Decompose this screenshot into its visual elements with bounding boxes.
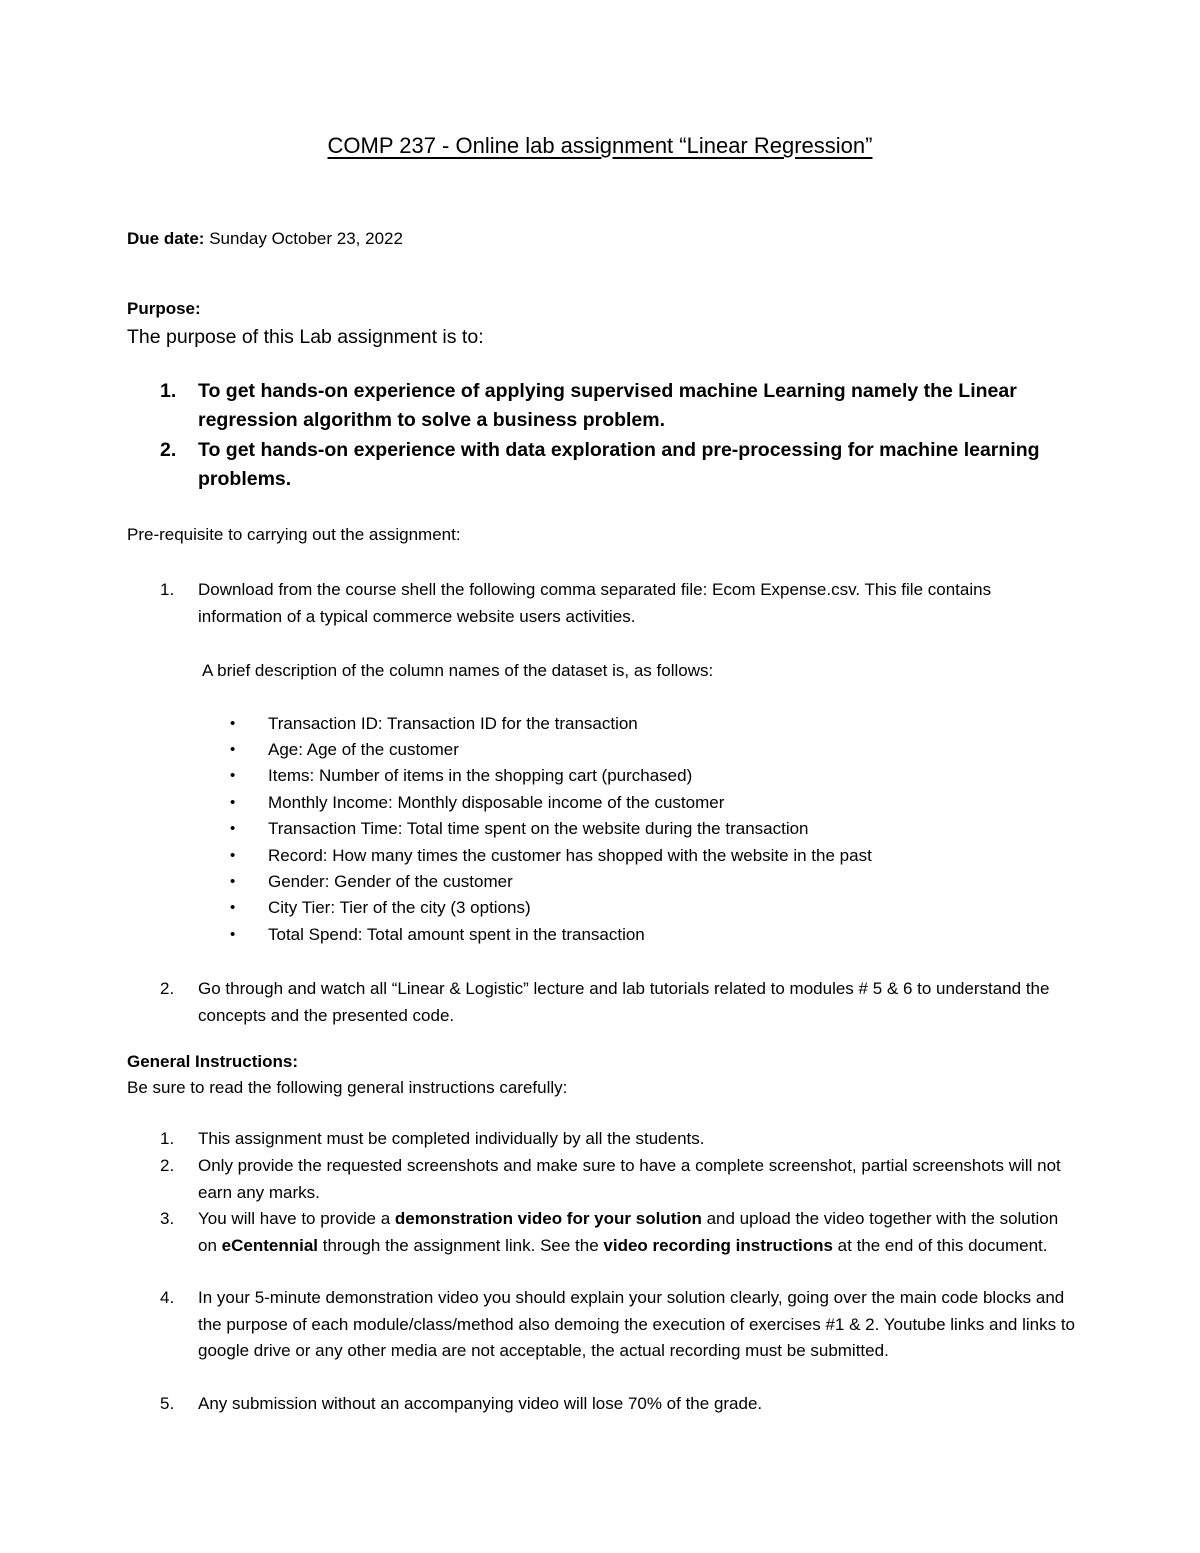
text-run: You will have to provide a bbox=[198, 1209, 395, 1228]
bullet: • bbox=[230, 873, 236, 890]
general-instructions-heading: General Instructions: bbox=[127, 1052, 298, 1071]
list-text bbox=[198, 1206, 1078, 1259]
text-run: at the end of this document. bbox=[832, 1235, 1048, 1255]
text-run-bold: demonstration video for your solution bbox=[394, 1209, 702, 1228]
column-text: City Tier: Tier of the city (3 options) bbox=[268, 898, 531, 917]
due-date-value: Sunday October 23, 2022 bbox=[204, 229, 403, 248]
column-text: Transaction Time: Total time spent on the website during the transaction bbox=[268, 819, 809, 838]
purpose-label: Purpose: bbox=[127, 299, 201, 318]
due-date-line bbox=[127, 226, 403, 252]
prereq-heading: Pre-requisite to carrying out the assignment: bbox=[127, 525, 461, 544]
list-number: 1. bbox=[160, 580, 175, 599]
list-number: 2. bbox=[160, 979, 175, 998]
general-instructions-intro: Be sure to read the following general instructions carefully: bbox=[127, 1078, 568, 1097]
bullet: • bbox=[230, 820, 236, 837]
column-text: Gender: Gender of the customer bbox=[268, 872, 513, 891]
bullet: • bbox=[230, 715, 236, 732]
document-title: COMP 237 - Online lab assignment “Linear Regression” bbox=[327, 133, 873, 158]
list-number: 2. bbox=[160, 1156, 175, 1175]
bullet: • bbox=[230, 767, 236, 784]
list-text: Download from the course shell the following comma separated file: Ecom Expense.csv. This file contains information of a typical commerce website users activities. bbox=[198, 580, 992, 626]
list-text: To get hands-on experience with data exploration and pre-processing for machine learning problems. bbox=[198, 439, 1040, 490]
text-run-bold: video recording instructions bbox=[603, 1235, 833, 1255]
bullet: • bbox=[230, 899, 236, 916]
text-run-bold: eCentennial bbox=[221, 1235, 318, 1255]
bullet: • bbox=[230, 847, 236, 864]
text-run: and upload the video together with the solution on bbox=[198, 1209, 1059, 1255]
list-number: 3. bbox=[160, 1209, 175, 1228]
list-text: Only provide the requested screenshots and make sure to have a complete screenshot, partial screenshots will not earn any marks. bbox=[198, 1156, 1061, 1202]
list-text: Any submission without an accompanying video will lose 70% of the grade. bbox=[198, 1394, 763, 1413]
column-text: Total Spend: Total amount spent in the transaction bbox=[268, 925, 645, 944]
due-date-label: Due date: bbox=[127, 229, 205, 248]
column-text: Record: How many times the customer has shopped with the website in the past bbox=[268, 846, 872, 865]
bullet: • bbox=[230, 741, 236, 758]
list-text: This assignment must be completed individually by all the students. bbox=[198, 1129, 705, 1148]
list-number: 2. bbox=[160, 439, 177, 461]
column-text: Items: Number of items in the shopping cart (purchased) bbox=[268, 766, 693, 785]
list-text: To get hands-on experience of applying supervised machine Learning namely the Linear regression algorithm to solve a business problem. bbox=[198, 380, 1017, 431]
column-text: Monthly Income: Monthly disposable income of the customer bbox=[268, 793, 725, 812]
text-run: through the assignment link. See the bbox=[318, 1235, 604, 1255]
bullet: • bbox=[230, 926, 236, 943]
list-number: 5. bbox=[160, 1394, 175, 1413]
list-number: 1. bbox=[160, 1129, 175, 1148]
list-text: Go through and watch all “Linear & Logistic” lecture and lab tutorials related to modules # 5 & 6 to understand the concepts and the presented code. bbox=[198, 979, 1050, 1025]
list-text: In your 5-minute demonstration video you should explain your solution clearly, going over the main code blocks and the purpose of each module/class/method also demoing the execution of exercises #1 & 2. Youtube links and links to google drive or any other media are not acceptable, the actual recording must be submitted. bbox=[198, 1288, 1075, 1360]
purpose-intro: The purpose of this Lab assignment is to: bbox=[127, 326, 484, 348]
column-text: Age: Age of the customer bbox=[268, 740, 459, 759]
bullet: • bbox=[230, 794, 236, 811]
column-description-intro: A brief description of the column names of the dataset is, as follows: bbox=[202, 661, 714, 680]
list-number: 4. bbox=[160, 1288, 175, 1307]
list-number: 1. bbox=[160, 380, 177, 402]
column-text: Transaction ID: Transaction ID for the transaction bbox=[268, 714, 638, 733]
